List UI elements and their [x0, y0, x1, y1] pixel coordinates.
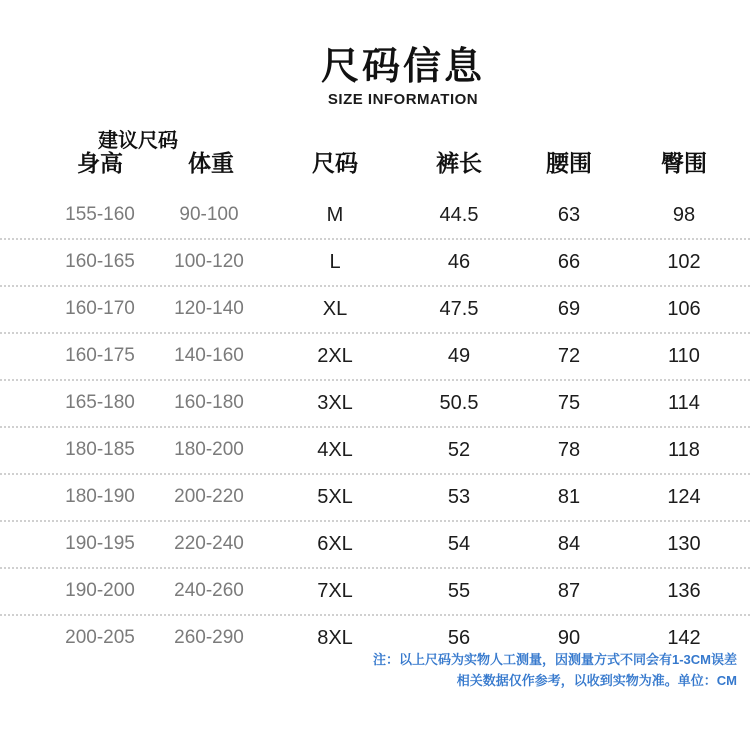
waist-cell: 63: [557, 203, 581, 226]
table-row: [0, 473, 750, 520]
waist-cell: 84: [557, 532, 581, 555]
waist-cell: 75: [557, 391, 581, 414]
hip-cell: 124: [667, 485, 701, 508]
length-cell: 46: [447, 250, 471, 273]
note-line-1: 注：以上尺码为实物人工测量，因测量方式不同会有1-3CM误差: [372, 652, 737, 667]
table-row: [0, 238, 750, 285]
page-title: 尺码信息: [320, 46, 485, 88]
column-header-height: 身高: [77, 149, 123, 176]
column-header-waist: 腰围: [546, 149, 592, 176]
length-cell: 44.5: [439, 203, 479, 226]
column-header-size: 尺码: [312, 149, 358, 176]
table-header: [0, 124, 750, 186]
waist-cell: 66: [557, 250, 581, 273]
size-cell: 8XL: [317, 626, 353, 649]
weight-cell: 100-120: [174, 251, 244, 273]
hip-cell: 118: [668, 438, 700, 461]
waist-cell: 78: [557, 438, 581, 461]
table-row: [0, 332, 750, 379]
table-row: [0, 285, 750, 332]
length-cell: 50.5: [439, 391, 479, 414]
height-cell: 190-195: [65, 533, 135, 555]
weight-cell: 200-220: [174, 486, 244, 508]
measurement-note: [373, 649, 737, 691]
length-cell: 52: [447, 438, 471, 461]
waist-cell: 87: [557, 579, 581, 602]
size-cell: M: [326, 203, 344, 226]
column-header-weight: 体重: [188, 149, 234, 176]
hip-cell: 142: [667, 626, 701, 649]
length-cell: 55: [447, 579, 471, 602]
column-header-hip: 臀围: [661, 149, 707, 176]
note-line-2: 相关数据仅作参考，以收到实物为准。单位：CM: [456, 673, 737, 688]
length-cell: 54: [447, 532, 471, 555]
height-cell: 180-185: [65, 439, 135, 461]
length-cell: 53: [447, 485, 471, 508]
hip-cell: 106: [667, 297, 701, 320]
weight-cell: 180-200: [174, 439, 244, 461]
waist-cell: 69: [557, 297, 581, 320]
height-cell: 190-200: [65, 580, 135, 602]
weight-cell: 220-240: [174, 533, 244, 555]
length-cell: 49: [447, 344, 471, 367]
height-cell: 160-175: [65, 345, 135, 367]
size-cell: 4XL: [317, 438, 353, 461]
size-cell: XL: [322, 297, 348, 320]
weight-cell: 260-290: [174, 627, 244, 649]
column-header-pants-length: 裤长: [436, 149, 482, 176]
height-cell: 180-190: [65, 486, 135, 508]
hip-cell: 114: [668, 391, 700, 414]
size-cell: L: [329, 250, 341, 273]
size-cell: 3XL: [317, 391, 353, 414]
table-row: [0, 193, 750, 238]
hip-cell: 98: [672, 203, 696, 226]
title-block: [28, 0, 750, 108]
weight-cell: 160-180: [174, 392, 244, 414]
hip-cell: 136: [667, 579, 701, 602]
height-cell: 165-180: [65, 392, 135, 414]
height-cell: 155-160: [65, 204, 135, 226]
size-cell: 6XL: [317, 532, 353, 555]
weight-cell: 240-260: [174, 580, 244, 602]
column-header-row: [0, 147, 750, 179]
table-row: [0, 426, 750, 473]
hip-cell: 102: [667, 250, 701, 273]
length-cell: 47.5: [439, 297, 479, 320]
weight-cell: 120-140: [174, 298, 244, 320]
waist-cell: 72: [557, 344, 581, 367]
hip-cell: 110: [668, 344, 700, 367]
height-cell: 160-170: [65, 298, 135, 320]
page-subtitle: SIZE INFORMATION: [327, 90, 479, 108]
suggested-size-label: 建议尺码: [98, 129, 178, 152]
length-cell: 56: [447, 626, 471, 649]
hip-cell: 130: [667, 532, 701, 555]
weight-cell: 90-100: [179, 204, 239, 226]
weight-cell: 140-160: [174, 345, 244, 367]
size-cell: 5XL: [317, 485, 353, 508]
height-cell: 200-205: [65, 627, 135, 649]
size-cell: 7XL: [317, 579, 353, 602]
table-row: [0, 520, 750, 567]
table-row: [0, 379, 750, 426]
height-cell: 160-165: [65, 251, 135, 273]
table-body: [0, 193, 750, 661]
table-row: [0, 567, 750, 614]
waist-cell: 81: [557, 485, 581, 508]
waist-cell: 90: [557, 626, 581, 649]
size-cell: 2XL: [317, 344, 353, 367]
